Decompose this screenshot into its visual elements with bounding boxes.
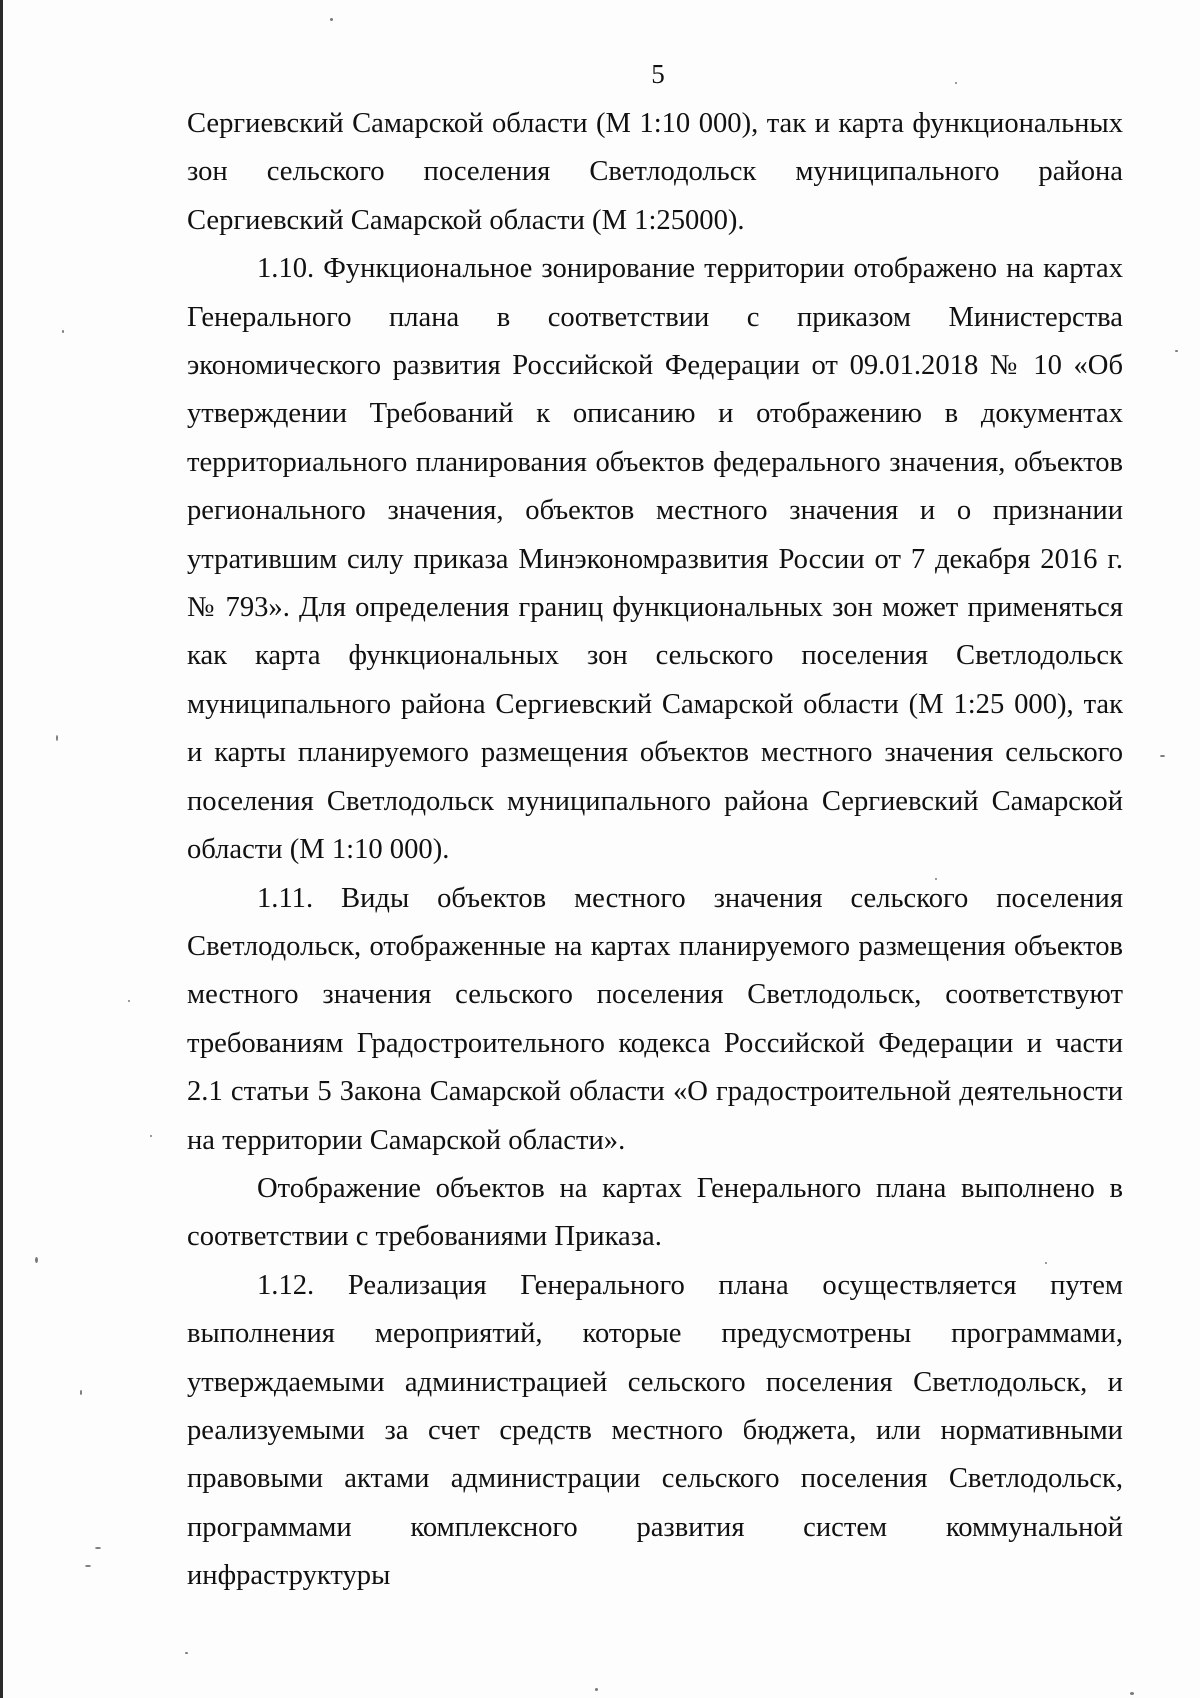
paragraph-display-note: Отображение объектов на картах Генерального плана выполнено в соответствии с требованиями Приказа. [187, 1172, 1123, 1253]
scan-speck [935, 878, 937, 880]
paragraph-1-11: 1.11. Виды объектов местного значения сельского поселения Светлодольск, отображенные на картах планируемого размещения объектов местного значения сельского поселения Светлодольск, соответствуют требованиям Градостроительного кодекса Российской Федерации и части 2.1 статьи 5 Закона Самарской области «О градостроительной деятельности на территории Самарской области». [187, 882, 1123, 1156]
body-text [187, 100, 1123, 1601]
paragraph-1-10: 1.10. Функциональное зонирование территории отображено на картах Генерального плана в соответствии с приказом Министерства экономического развития Российской Федерации от 09.01.2018 № 10 «Об утверждении Требований к описанию и отображению в документах территориального планирования объектов федерального значения, объектов регионального значения, объектов местного значения и о признании утратившим силу приказа Минэкономразвития России от 7 декабря 2016 г. № 793». Для определения границ функциональных зон может применяться как карта функциональных зон сельского поселения Светлодольск муниципального района Сергиевский Самарской области (М 1:25 000), так и карты планируемого размещения объектов местного значения сельского поселения Светлодольск муниципального района Сергиевский Самарской области (М 1:10 000). [187, 253, 1123, 866]
scan-edge-line [0, 0, 3, 1698]
scan-speck [56, 735, 58, 741]
paragraph-continuation: Сергиевский Самарской области (М 1:10 000), так и карта функциональных зон сельского поселения Светлодольск муниципального района Сергиевский Самарской области (М 1:25000). [187, 108, 1123, 236]
scan-speck [128, 1000, 130, 1002]
scan-speck [150, 1135, 152, 1137]
scan-speck [595, 1688, 598, 1691]
scan-speck [62, 330, 64, 333]
scan-speck [85, 1565, 91, 1567]
scan-speck [1045, 1262, 1047, 1264]
scan-speck [1160, 755, 1165, 757]
scan-speck [80, 1390, 82, 1395]
scan-speck [185, 1652, 188, 1654]
scan-speck [330, 18, 333, 21]
scan-speck [1130, 1692, 1134, 1695]
scan-speck [95, 1547, 101, 1549]
page-number: 5 [651, 59, 665, 89]
paragraph-1-12: 1.12. Реализация Генерального плана осуществляется путем выполнения мероприятий, которые предусмотрены программами, утверждаемыми администрацией сельского поселения Светлодольск, и реализуемыми за счет средств местного бюджета, или нормативными правовыми актами администрации сельского поселения Светлодольск, программами комплексного развития систем коммунальной инфраструктуры [187, 1269, 1123, 1592]
scan-speck [955, 82, 957, 84]
scan-speck [1175, 350, 1178, 352]
scan-speck [35, 1257, 38, 1263]
